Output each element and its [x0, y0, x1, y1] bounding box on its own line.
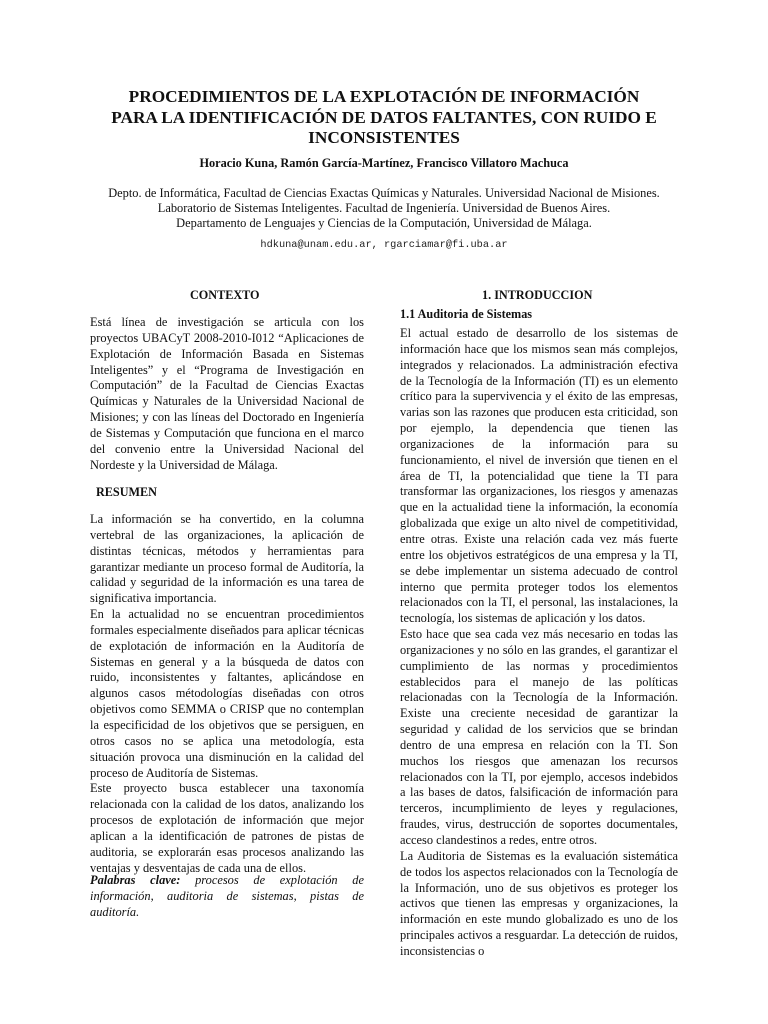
- resumen-paragraph-1: La información se ha convertido, en la columna vertebral de las organizaciones, la aplicación de distintas técnicas, métodos y herramientas para garantizar mediante un proceso formal de Auditoría, la calidad y seguridad de la información es una tarea de significativa importancia.: [90, 512, 364, 606]
- paper-title: [80, 87, 688, 149]
- author-list: Horacio Kuna, Ramón García-Martínez, Francisco Villatoro Machuca: [199, 156, 569, 170]
- affiliations: [60, 186, 708, 230]
- intro-paragraph-3: La Auditoria de Sistemas es la evaluación sistemática de todos los aspectos relacionados con la Tecnología de la Información, uno de sus objetivos es proteger los activos que tienen las empresas y organizaciones, la información en este mundo globalizado es uno de los principales activos a resguardar. La detección de ruidos, inconsistencias o: [400, 848, 678, 958]
- affiliation-2: Laboratorio de Sistemas Inteligentes. Facultad de Ingeniería. Universidad de Buenos Aires.: [157, 200, 611, 215]
- contexto-body: [90, 315, 364, 473]
- resumen-paragraph-2: En la actualidad no se encuentran procedimientos formales especialmente diseñados para aplicar técnicas de explotación de información en la Auditoría de Sistemas en general y a la búsqueda de datos con ruido, inconsistentes y faltantes, aplicándose en algunos casos métodologías diseñadas con otros objetivos como SEMMA o CRISP que no contemplan la especificidad de los objetivos que se persiguen, en otros casos no se aplica una metodología, esta situación provoca una disminución en la calidad del proceso de Auditoría de Sistemas.: [90, 607, 364, 780]
- auditoria-subheading: 1.1 Auditoria de Sistemas: [400, 307, 533, 321]
- resumen-body: [90, 512, 364, 876]
- introduccion-body: [400, 326, 678, 960]
- title-line-1: PROCEDIMIENTOS DE LA EXPLOTACIÓN DE INFORMACIÓN: [128, 87, 640, 106]
- intro-paragraph-1: El actual estado de desarrollo de los sistemas de información hace que los mismos sean más complejos, integrados y relacionados. La administración efectiva de la Tecnología de la Información (TI) es un elemento crítico para la supervivencia y el éxito de las empresas, varias son las razones que producen esta criticidad, son por ejemplo, la dependencia que tienen las organizaciones de la información para su funcionamiento, el nivel de inversión que tienen en el área de TI, la potencialidad que tiene la TI para transformar las organizaciones, los riesgos y amenazas que en la actualidad tiene la información, la economía globalizada que exige un alto nivel de competitividad, entre otras. Existe una relación cada vez más fuerte entre los objetivos estratégicos de una empresa y la TI, se debe implementar un sistema adecuado de control interno que permita proteger todos los elementos relacionados con la TI, el personal, las instalaciones, la tecnología, los sistemas de aplicación y los datos.: [400, 326, 678, 626]
- contexto-paragraph: Está línea de investigación se articula con los proyectos UBACyT 2008-2010-I012 “Aplicaciones de Explotación de Información Basada en Sistemas Inteligentes” y el “Programa de Investigación en Computación” de la Facultad de Ciencias Exactas Químicas y Naturales de la Universidad Nacional de Misiones; y con las líneas del Doctorado en Ingeniería de Sistemas y Computación que funciona en el marco del convenio entre la Universidad Nacional del Nordeste y la Universidad de Málaga.: [90, 315, 364, 472]
- introduccion-heading: 1. INTRODUCCION: [482, 288, 593, 302]
- title-line-2: PARA LA IDENTIFICACIÓN DE DATOS FALTANTES, CON RUIDO E: [111, 107, 657, 127]
- keywords-text: [90, 873, 364, 921]
- keywords: [90, 873, 364, 921]
- affiliation-1: Depto. de Informática, Facultad de Ciencias Exactas Químicas y Naturales. Universidad Nacional de Misiones.: [108, 186, 660, 200]
- contexto-heading: CONTEXTO: [190, 288, 260, 302]
- resumen-paragraph-3: Este proyecto busca establecer una taxonomía relacionada con la calidad de los datos, analizando los procesos de explotación de información que mejor aplican a la identificación de patrones de pistas de auditoria, se explorarán esas procesos analizando las ventajas y desventajas de cada una de ellos.: [90, 781, 364, 875]
- intro-paragraph-2: Esto hace que sea cada vez más necesario en todas las organizaciones y no sólo en las grandes, el garantizar el cumplimiento de las normas y procedimientos establecidos para el manejo de las políticas relacionadas con la Tecnología de la Información. Existe una creciente necesidad de garantizar la seguridad y calidad de los servicios que se brindan dentro de una empresa en relación con la TI. Son muchos los riesgos que amenazan los recursos relacionados con la TI, por ejemplo, accesos indebidos a las bases de datos, falsificación de información para terceros, incumplimiento de leyes y regulaciones, fraudes, virus, destrucción de soportes documentales, acceso clandestinos a redes, entre otros.: [400, 627, 678, 847]
- keywords-label: Palabras clave:: [90, 873, 181, 887]
- author-emails: hdkuna@unam.edu.ar, rgarciamar@fi.uba.ar: [260, 239, 508, 251]
- affiliation-3: Departamento de Lenguajes y Ciencias de la Computación, Universidad de Málaga.: [176, 215, 592, 230]
- title-line-3: INCONSISTENTES: [308, 128, 460, 147]
- resumen-heading: RESUMEN: [96, 485, 157, 499]
- keywords-list: procesos de explotación de información, auditoria de sistemas, pistas de auditoría.: [90, 873, 364, 919]
